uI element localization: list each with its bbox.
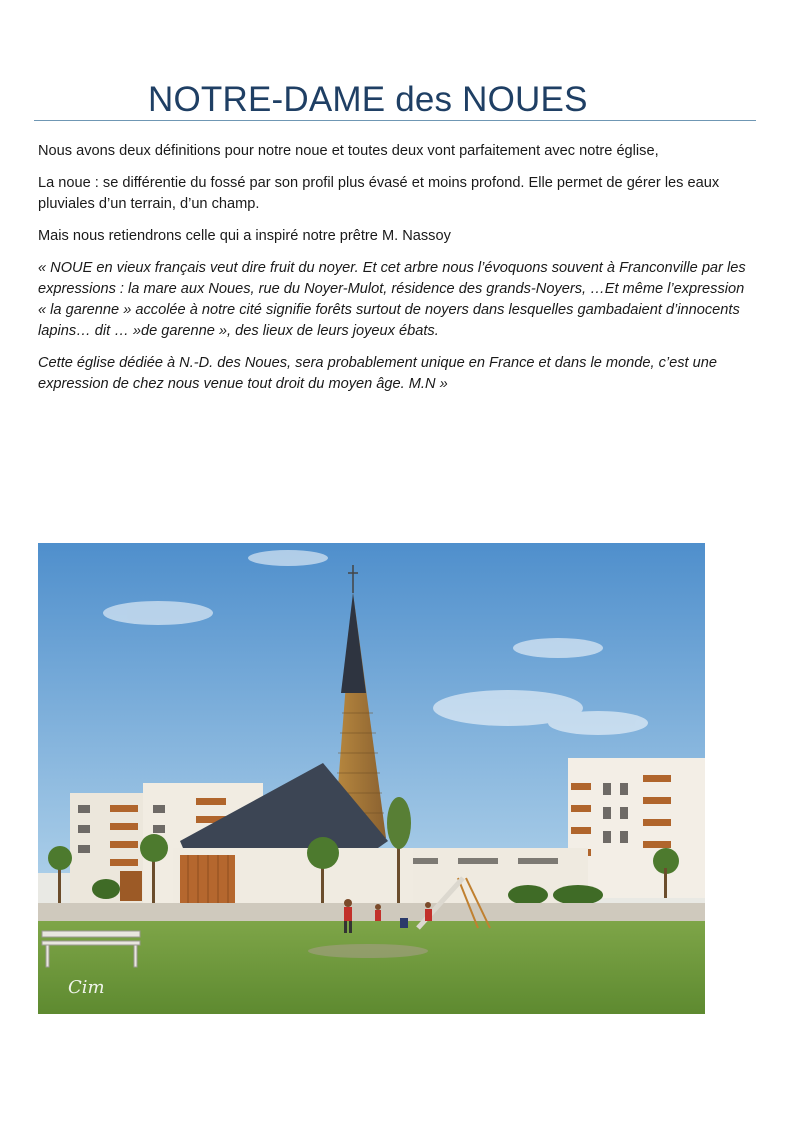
- church-postcard-photo: [38, 543, 705, 1014]
- paragraph-intro: Nous avons deux définitions pour notre noue et toutes deux vont parfaitement avec notre église,: [38, 143, 659, 159]
- article-body: [38, 141, 754, 406]
- paragraph-definition-1: La noue : se différentie du fossé par son profil plus évasé et moins profond. Elle permet de gérer les eaux pluviales d’un terrain, d’un champ.: [38, 175, 720, 212]
- right-apartment-building: [568, 758, 705, 898]
- postcard-illustration: [38, 543, 705, 1014]
- page-title: NOTRE-DAME des NOUES: [148, 80, 588, 119]
- paragraph-conclusion: Cette église dédiée à N.-D. des Noues, sera probablement unique en France et dans le monde, c’est une expression de chez nous venue tout droit du moyen âge. M.N »: [38, 355, 718, 392]
- paragraph-definition-2: Mais nous retiendrons celle qui a inspiré notre prêtre M. Nassoy: [38, 228, 451, 244]
- paragraph-quote: « NOUE en vieux français veut dire fruit du noyer. Et cet arbre nous l’évoquons souvent à Franconville par les expressions : la mare aux Noues, rue du Noyer-Mulot, résidence des grands-Noyers, …Et même l’expression « la garenne » accolée à notre cité signifie forêts surtout de noyers dans lesquelles gambadaient d’innocents lapins… dit … »de garenne », des lieux de leurs joyeux ébats.: [38, 260, 746, 339]
- title-underline: [34, 120, 756, 121]
- postcard-publisher-mark: Cim: [68, 977, 105, 998]
